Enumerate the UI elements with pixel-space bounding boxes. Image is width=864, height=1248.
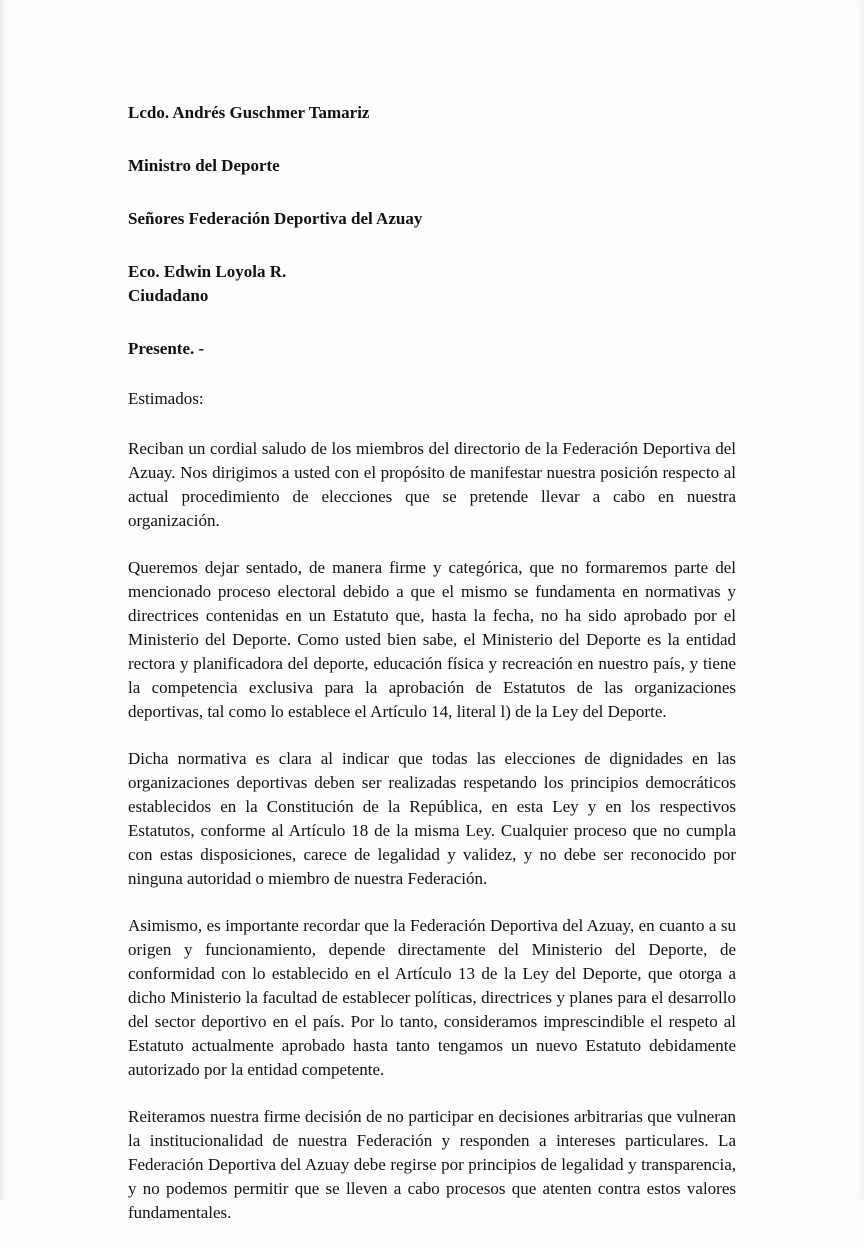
paragraph-greeting: Reciban un cordial saludo de los miembros del directorio de la Federación Deportiva del Azuay. Nos dirigimos a usted con el propósito de manifestar nuestra posición respecto al actual procedimiento de elecciones que se pretende llevar a cabo en nuestra organización. <box>128 439 736 530</box>
salutation: Estimados: <box>128 389 204 408</box>
recipient-citizen-title: Ciudadano <box>128 286 209 305</box>
recipient-title: Ministro del Deporte <box>128 156 280 175</box>
paragraph-regulation: Dicha normativa es clara al indicar que todas las elecciones de dignidades en las organizaciones deportivas deben ser realizadas respetando los principios democráticos establecidos en la Constitución de la República, en esta Ley y en los respectivos Estatutos, conforme al Artículo 18 de la misma Ley. Cualquier proceso que no cumpla con estas disposiciones, carece de legalidad y validez, y no debe ser reconocido por ninguna autoridad o miembro de nuestra Federación. <box>128 749 736 888</box>
paragraph-dependency: Asimismo, es importante recordar que la Federación Deportiva del Azuay, en cuanto a su origen y funcionamiento, depende directamente del Ministerio del Deporte, de conformidad con lo establecido en el Artículo 13 de la Ley del Deporte, que otorga a dicho Ministerio la facultad de establecer políticas, directrices y planes para el desarrollo del sector deportivo en el país. Por lo tanto, consideramos imprescindible el respeto al Estatuto actualmente aprobado hasta tanto tengamos un nuevo Estatuto debidamente autorizado por la entidad competente. <box>128 916 736 1079</box>
paragraph-position: Queremos dejar sentado, de manera firme y categórica, que no formaremos parte del mencionado proceso electoral debido a que el mismo se fundamenta en normativas y directrices contenidas en un Estatuto que, hasta la fecha, no ha sido aprobado por el Ministerio del Deporte. Como usted bien sabe, el Ministerio del Deporte es la entidad rectora y planificadora del deporte, educación física y recreación en nuestro país, y tiene la competencia exclusiva para la aprobación de Estatutos de las organizaciones deportivas, tal como lo establece el Artículo 14, literal l) de la Ley del Deporte. <box>128 558 736 721</box>
letter-body <box>128 101 736 1248</box>
recipient-name: Lcdo. Andrés Guschmer Tamariz <box>128 103 370 122</box>
presente-line: Presente. - <box>128 339 205 358</box>
recipient-citizen-name: Eco. Edwin Loyola R. <box>128 262 287 281</box>
recipient-federation: Señores Federación Deportiva del Azuay <box>128 209 423 228</box>
paragraph-conclusion: Reiteramos nuestra firme decisión de no participar en decisiones arbitrarias que vulneran la institucionalidad de nuestra Federación y responden a intereses particulares. La Federación Deportiva del Azuay debe regirse por principios de legalidad y transparencia, y no podemos permitir que se lleven a cabo procesos que atenten contra estos valores fundamentales. <box>128 1107 736 1222</box>
